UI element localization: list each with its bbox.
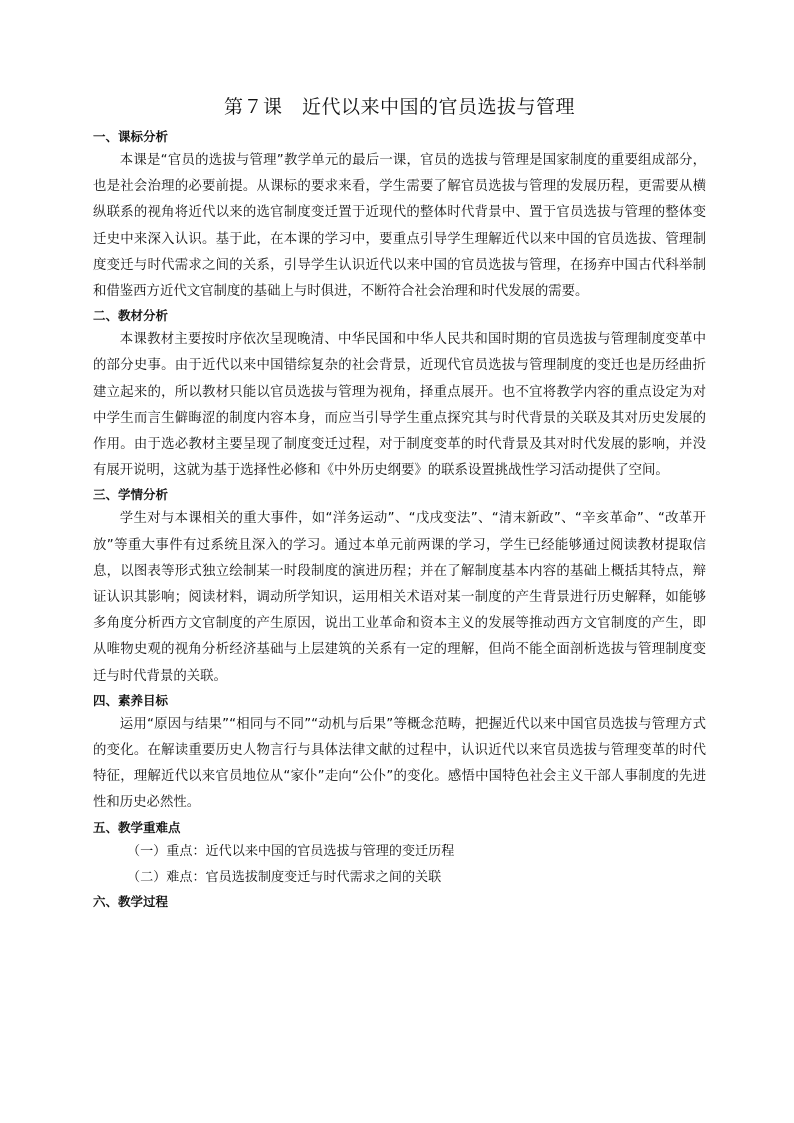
section-literacy-goals	[93, 690, 706, 817]
section-heading: 一、课标分析	[93, 129, 169, 144]
section-student-analysis	[93, 484, 706, 689]
section-heading: 五、教学重难点	[93, 819, 181, 835]
section-paragraph: 运用“原因与结果”“相同与不同”“动机与后果”等概念范畴，把握近代以来中国官员选拔与管理方式的变化。在解读重要历史人物言行与具体法律文献的过程中，认识近代以来官员选拔与管理变革的时代特征，理解近代以来官员地位从“家仆”走向“公仆”的变化。感悟中国特色社会主义干部人事制度的先进性和历史必然性。	[93, 716, 706, 811]
section-heading: 六、教学过程	[93, 893, 169, 909]
section-heading: 二、教材分析	[93, 308, 169, 324]
section-textbook-analysis	[93, 305, 706, 484]
section-teaching-process	[93, 891, 706, 913]
difficult-point: （二）难点：官员选拔制度变迁与时代需求之间的关联	[127, 869, 442, 885]
section-paragraph: 本课教材主要按时序依次呈现晚清、中华民国和中华人民共和国时期的官员选拔与管理制度变革中的部分史事。由于近代以来中国错综复杂的社会背景，近现代官员选拔与管理制度的变迁也是历经曲折建立起来的，所以教材只能以官员选拔与管理为视角，择重点展开。也不宜将教学内容的重点设定为对中学生而言生僻晦涩的制度内容本身，而应当引导学生重点探究其与时代背景的关联及其对历史发展的作用。由于选必教材主要呈现了制度变迁过程，对于制度变革的时代背景及其对时代发展的影响，并没有展开说明，这就为基于选择性必修和《中外历史纲要》的联系设置挑战性学习活动提供了空间。	[93, 332, 706, 479]
section-paragraph: 本课是“官员的选拔与管理”教学单元的最后一课，官员的选拔与管理是国家制度的重要组成部分，也是社会治理的必要前提。从课标的要求来看，学生需要了解官员选拔与管理的发展历程，更需要从横纵联系的视角将近代以来的选官制度变迁置于近现代的整体时代背景中、置于官员选拔与管理的整体变迁史中来深入认识。基于此，在本课的学习中，要重点引导学生理解近代以来中国的官员选拔、管理制度变迁与时代需求之间的关系，引导学生认识近代以来中国的官员选拔与管理，在扬弃中国古代科举制和借鉴西方近代文官制度的基础上与时俱进，不断符合社会治理和时代发展的需要。	[93, 153, 706, 300]
section-key-difficulties	[93, 817, 706, 891]
section-heading: 四、素养目标	[93, 692, 169, 708]
section-heading: 三、学情分析	[93, 487, 169, 503]
key-point: （一）重点：近代以来中国的官员选拔与管理的变迁历程	[127, 843, 455, 859]
section-paragraph: 学生对与本课相关的重大事件，如“洋务运动”、“戊戌变法”、“清末新政”、“辛亥革命”、“改革开放”等重大事件有过系统且深入的学习。通过本单元前两课的学习，学生已经能够通过阅读教材提取信息，以图表等形式独立绘制某一时段制度的演进历程；并在了解制度基本内容的基础上概括其特点，辩证认识其影响；阅读材料，调动所学知识，运用相关术语对某一制度的产生背景进行历史解释，如能够多角度分析西方文官制度的产生原因，说出工业革命和资本主义的发展等推动西方文官制度的产生，即从唯物史观的视角分析经济基础与上层建筑的关系有一定的理解，但尚不能全面剖析选拔与管理制度变迁与时代背景的关联。	[93, 511, 706, 684]
document-title: 第７课 近代以来中国的官员选拔与管理	[223, 96, 575, 118]
section-curriculum-standard	[93, 126, 706, 305]
